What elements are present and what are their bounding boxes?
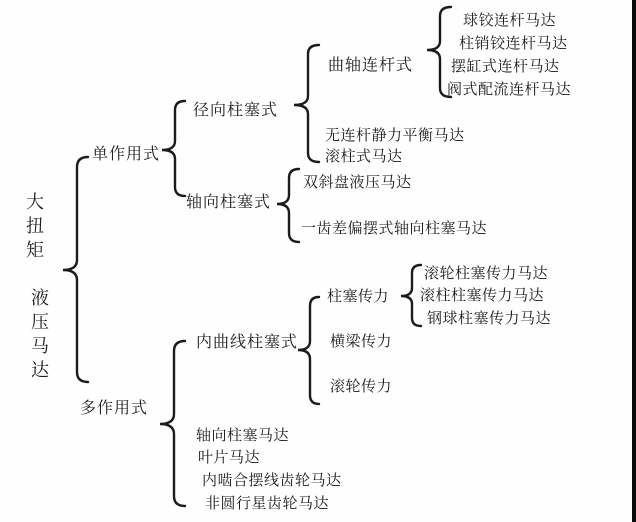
- node-internal-mesh-cycloid-gear-motor: 内啮合摆线齿轮马达: [202, 472, 342, 489]
- node-beam-force: 横梁传力: [330, 333, 393, 350]
- node-axial-piston-motor: 轴向柱塞马达: [196, 427, 290, 444]
- node-pin-joint-rod-motor: 柱销铰连杆马达: [459, 35, 568, 52]
- node-vane-motor: 叶片马达: [198, 449, 261, 466]
- brace-piston-force: [401, 265, 421, 326]
- brace-inner-curve-piston: [298, 297, 319, 404]
- node-swing-cylinder-rod-motor: 摆缸式连杆马达: [451, 58, 560, 75]
- brace-axial-piston: [277, 169, 299, 242]
- brace-multi-acting: [160, 341, 185, 506]
- node-ball-joint-rod-motor: 球铰连杆马达: [463, 12, 557, 29]
- node-axial-piston: 轴向柱塞式: [186, 194, 272, 211]
- node-single-acting: 单作用式: [92, 146, 161, 163]
- node-one-tooth-diff-swing-motor: 一齿差偏摆式轴向柱塞马达: [301, 220, 488, 237]
- root-label-line1: 大扭矩: [24, 192, 44, 264]
- node-no-rod-static-balance-motor: 无连杆静力平衡马达: [325, 127, 465, 144]
- node-double-swashplate-motor: 双斜盘液压马达: [303, 174, 412, 191]
- node-valve-distribution-rod-motor: 阀式配流连杆马达: [447, 81, 572, 98]
- node-roller-type-motor: 滚柱式马达: [325, 148, 403, 165]
- brace-radial-piston: [294, 45, 319, 162]
- node-multi-acting: 多作用式: [80, 400, 149, 417]
- node-roller-piston-force-motor: 滚轮柱塞传力马达: [424, 265, 549, 282]
- node-rolling-pin-piston-force-motor: 滚柱柱塞传力马达: [420, 287, 545, 304]
- node-inner-curve-piston: 内曲线柱塞式: [196, 334, 299, 351]
- node-roller-force: 滚轮传力: [330, 378, 393, 395]
- node-radial-piston: 径向柱塞式: [193, 102, 279, 119]
- screenshot-right-border: [632, 0, 636, 522]
- root-label-line2: 液压马达: [29, 288, 49, 384]
- node-steel-ball-piston-force-motor: 钢球柱塞传力马达: [427, 310, 552, 327]
- brace-single-acting: [162, 101, 185, 196]
- node-crankshaft-rod: 曲轴连杆式: [328, 57, 414, 74]
- node-noncircular-planetary-gear-motor: 非圆行星齿轮马达: [205, 495, 330, 512]
- node-piston-force: 柱塞传力: [327, 288, 390, 305]
- brace-root: [63, 157, 88, 382]
